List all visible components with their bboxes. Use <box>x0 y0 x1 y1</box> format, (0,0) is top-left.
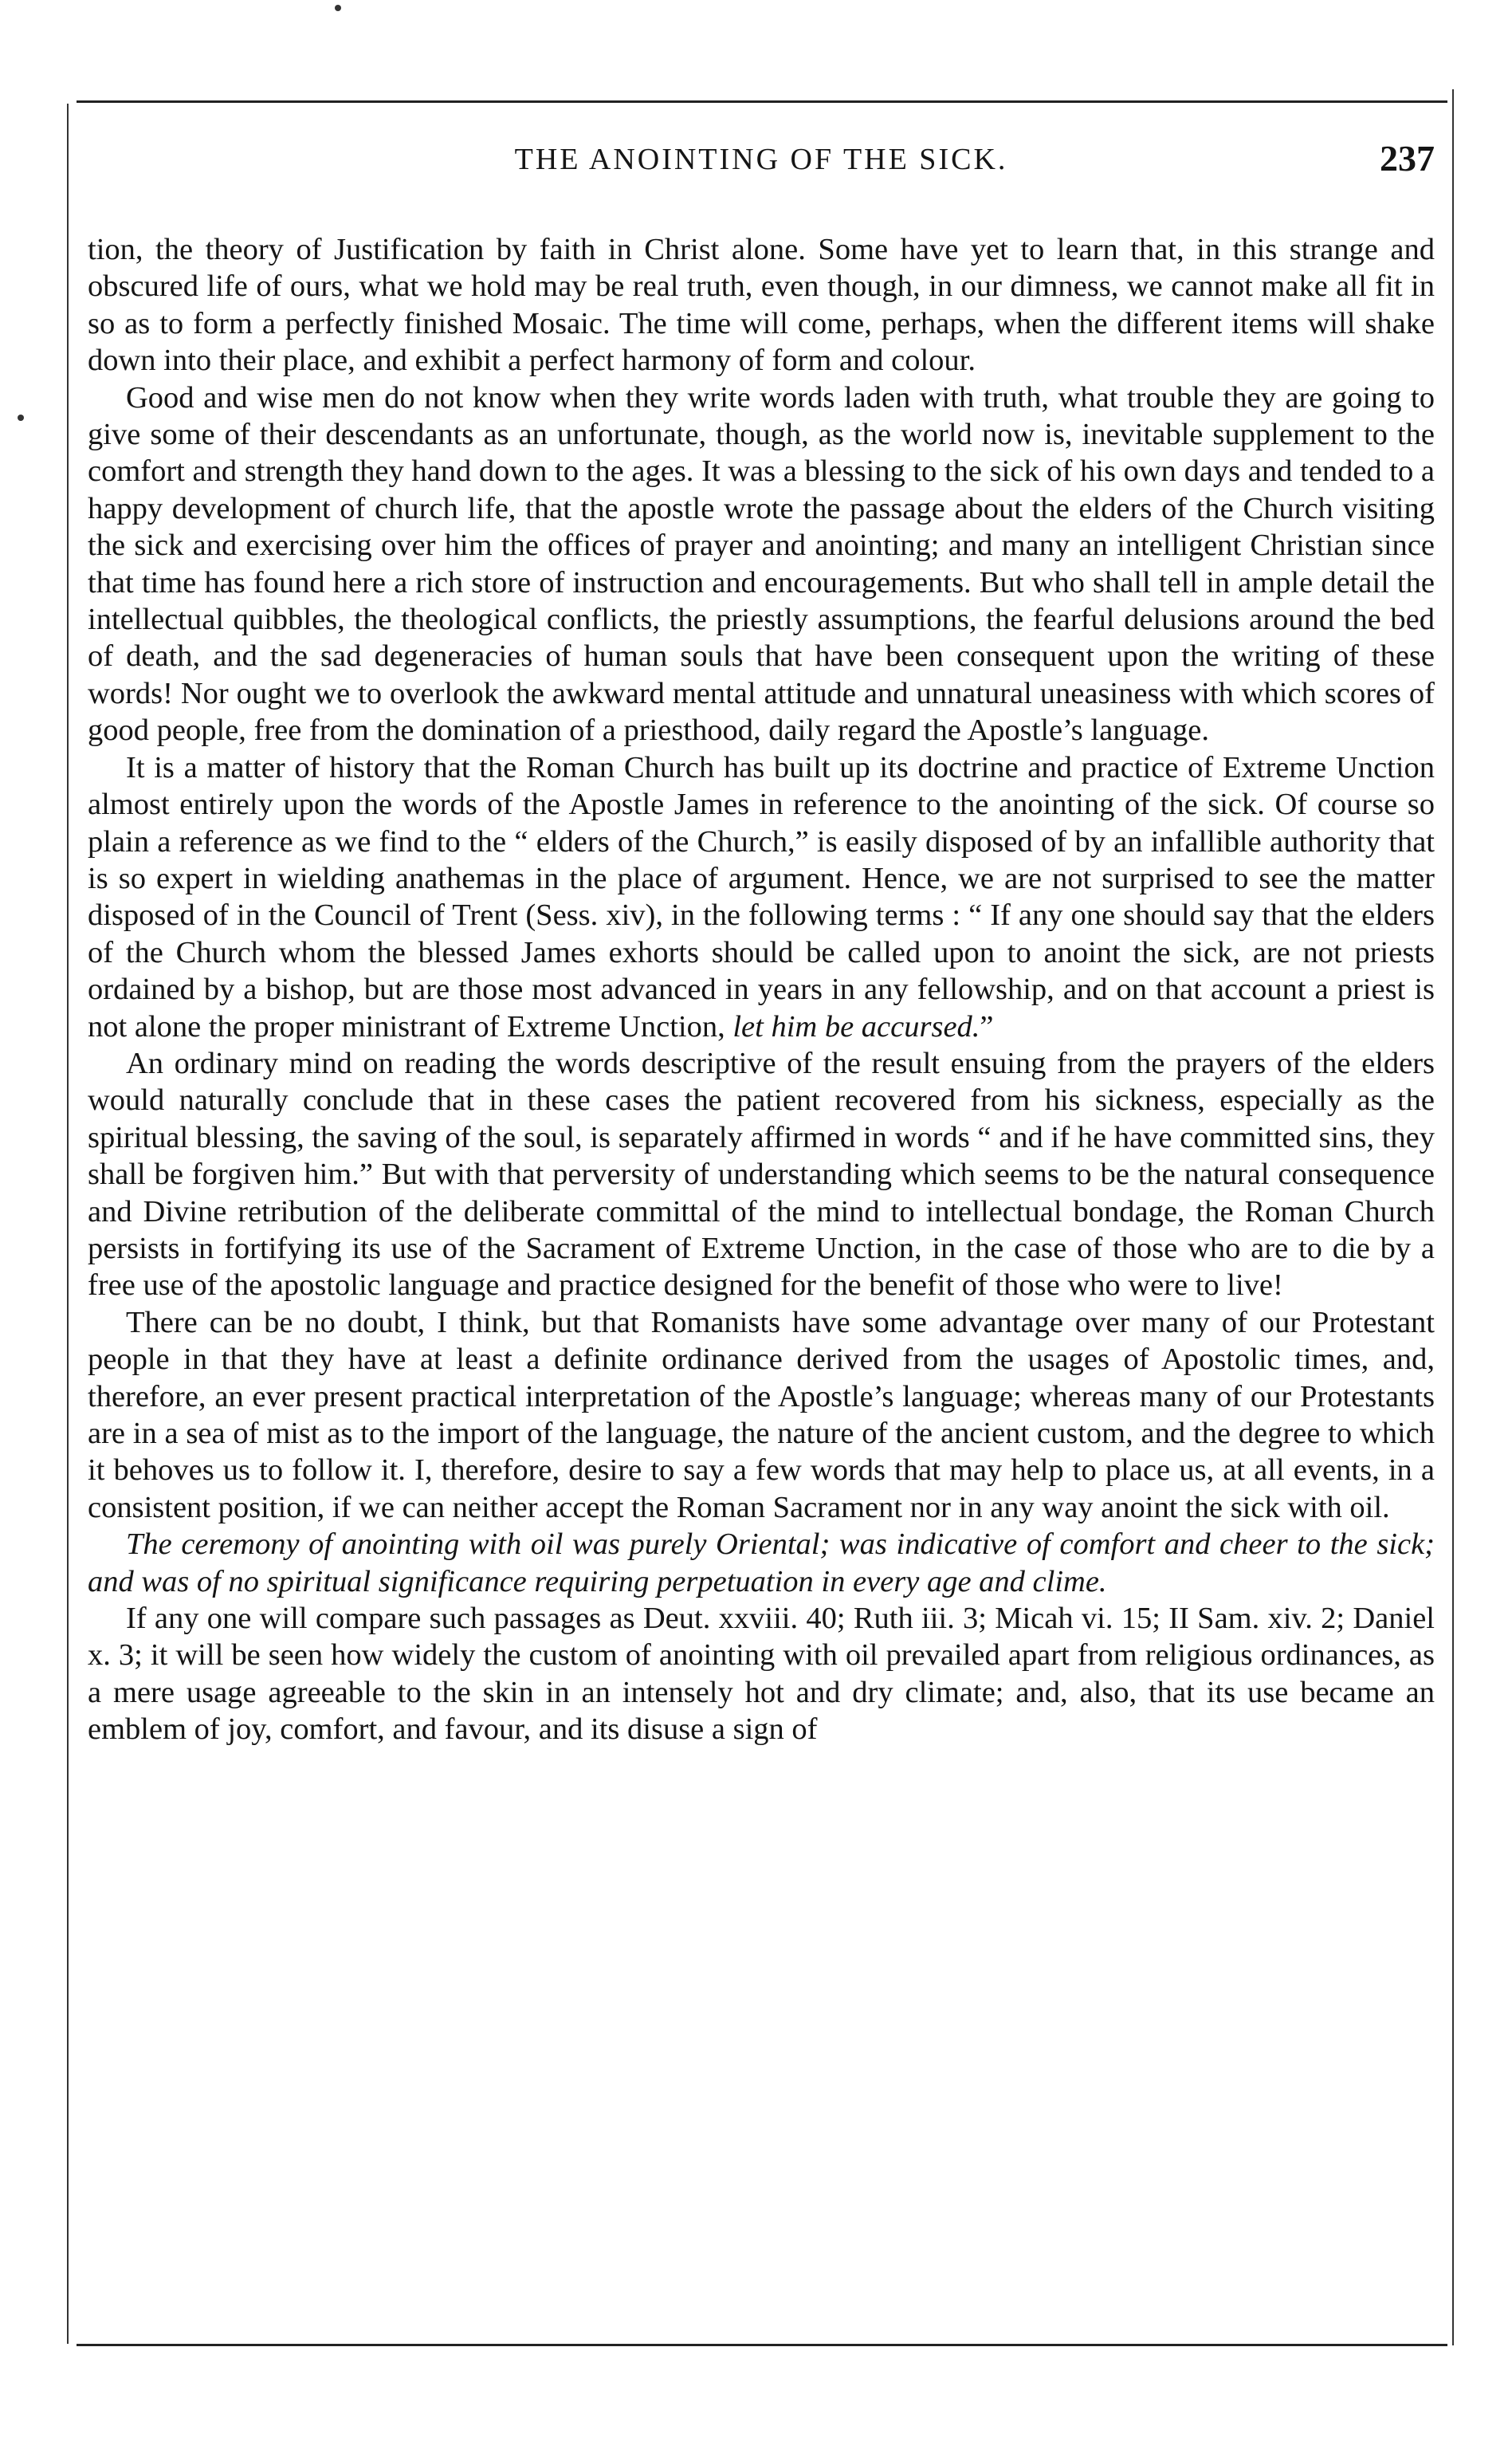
page-header <box>88 137 1435 193</box>
running-title: THE ANOINTING OF THE SICK. <box>514 143 1008 176</box>
paragraph: Good and wise men do not know when they write words laden with truth, what trouble they are going to give some of their descendants as an unfortunate, though, as the world now is, inevitable supplement to the comfort and strength they hand down to the ages. It was a blessing to the sick of his own days and tended to a happy development of church life, that the apostle wrote the passage about the elders of the Church visiting the sick and exercising over him the offices of prayer and anointing; and many an intelligent Christian since that time has found here a rich store of instruction and encouragements. But who shall tell in ample detail the intellectual quibbles, the theological conflicts, the priestly assumptions, the fearful delusions around the bed of death, and the sad degeneracies of human souls that have been consequent upon the writing of these words! Nor ought we to overlook the awkward mental attitude and unnatural uneasiness with which scores of good people, free from the domination of a priesthood, daily regard the Apostle’s language. <box>88 380 1435 748</box>
top-rule <box>77 100 1447 103</box>
left-page-edge <box>67 104 69 2344</box>
paragraph <box>88 749 1435 1045</box>
italic-thesis: The ceremony of anointing with oil was purely Oriental; was indicative of comfort and cheer to the sick; and was of no spiritual significance requiring perpetuation in every age and clime. <box>88 1527 1435 1598</box>
page-number: 237 <box>1380 138 1435 179</box>
paragraph-text: ” <box>980 1009 994 1044</box>
right-page-edge <box>1452 89 1454 2345</box>
ink-speck <box>335 5 341 11</box>
paragraph-text: It is a matter of history that the Roman Church has built up its doctrine and practice of Extreme Unction almost entirely upon the words of the Apostle James in reference to the anointing of the sick. Of course so plain a reference as we find to the “ elders of the Church,” is easily disposed of by an infallible authority that is so expert in wielding anathemas in the place of argument. Hence, we are not surprised to see the matter disposed of in the Council of Trent (Sess. xiv), in the following terms : “ If any one should say that the elders of the Church whom the blessed James exhorts should be called upon to anoint the sick, are not priests ordained by a bishop, but are those most advanced in years in any fellowship, and on that account a priest is not alone the proper ministrant of Extreme Unction, <box>88 750 1435 1044</box>
paragraph: An ordinary mind on reading the words descriptive of the result ensuing from the prayers of the elders would naturally conclude that in these cases the patient recovered from his sickness, especially as the spiritual blessing, the saving of the soul, is separately affirmed in words “ and if he have committed sins, they shall be forgiven him.” But with that perversity of understanding which seems to be the natural consequence and Divine retribution of the deliberate committal of the mind to intellectual bondage, the Roman Church persists in fortifying its use of the Sacrament of Extreme Unction, in the case of those who are to die by a free use of the apostolic language and practice designed for the benefit of those who were to live! <box>88 1046 1435 1303</box>
bottom-rule <box>77 2344 1447 2346</box>
paragraph: tion, the theory of Justification by faith in Christ alone. Some have yet to learn that, in this strange and obscured life of ours, what we hold may be real truth, even though, in our dimness, we cannot make all fit in so as to form a perfectly finished Mosaic. The time will come, perhaps, when the different items will shake down into their place, and exhibit a perfect harmony of form and colour. <box>88 233 1435 378</box>
ink-speck <box>18 415 24 421</box>
emphasis-text: let him be accursed. <box>732 1009 980 1044</box>
paragraph: There can be no doubt, I think, but that Romanists have some advantage over many of our Protestant people in that they have at least a definite ordinance derived from the usages of Apostolic times, and, therefore, an ever present practical interpretation of the Apostle’s language; whereas many of our Protestants are in a sea of mist as to the import of the language, the nature of the ancient custom, and the degree to which it behoves us to follow it. I, therefore, desire to say a few words that may help to place us, at all events, in a consistent position, if we can neither accept the Roman Sacrament nor in any way anoint the sick with oil. <box>88 1305 1435 1524</box>
paragraph: If any one will compare such passages as Deut. xxviii. 40; Ruth iii. 3; Micah vi. 15; II Sam. xiv. 2; Daniel x. 3; it will be seen how widely the custom of anointing with oil prevailed apart from religious ordinances, as a mere usage agreeable to the skin in an intensely hot and dry climate; and, also, that its use became an emblem of joy, comfort, and favour, and its disuse a sign of <box>88 1602 1435 1747</box>
body-text <box>88 231 1435 1748</box>
